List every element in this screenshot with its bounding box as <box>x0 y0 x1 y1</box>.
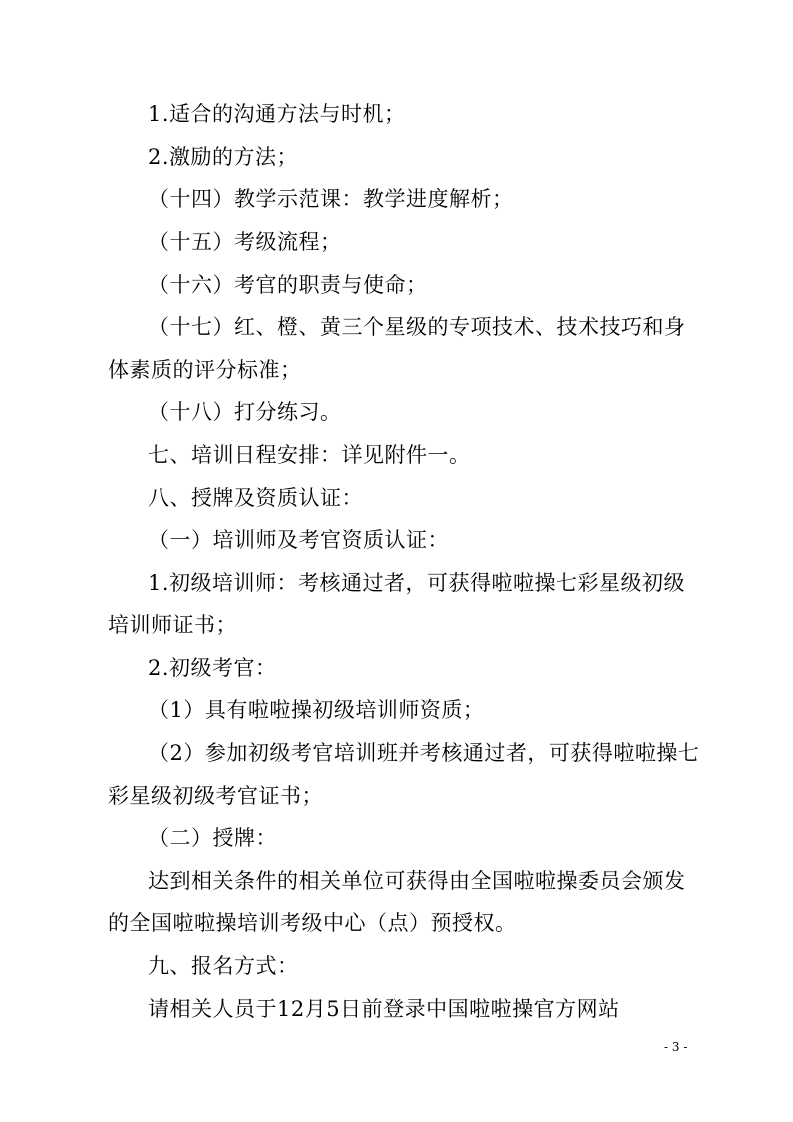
text-line-18: （二）授牌： <box>148 826 277 850</box>
text-line-2: 2.激励的方法； <box>148 145 299 169</box>
text-line-4: （十五）考级流程； <box>148 230 342 254</box>
text-line-16: （2）参加初级考官培训班并考核通过者，可获得啦啦操七 <box>148 741 700 765</box>
text-line-14: 2.初级考官： <box>148 656 277 680</box>
text-line-13: 培训师证书； <box>108 613 237 637</box>
text-line-21: 九、报名方式： <box>148 954 299 978</box>
text-line-1: 1.适合的沟通方法与时机； <box>148 102 406 126</box>
text-line-9: 七、培训日程安排：详见附件一。 <box>148 443 471 467</box>
text-line-5: （十六）考官的职责与使命； <box>148 273 428 297</box>
text-line-6: （十七）红、橙、黄三个星级的专项技术、技术技巧和身 <box>148 315 686 339</box>
text-line-17: 彩星级初级考官证书； <box>108 784 323 808</box>
text-line-3: （十四）教学示范课：教学进度解析； <box>148 187 514 211</box>
text-line-15: （1）具有啦啦操初级培训师资质； <box>148 698 485 722</box>
text-line-11: （一）培训师及考官资质认证： <box>148 528 449 552</box>
text-line-8: （十八）打分练习。 <box>148 400 342 424</box>
text-line-19: 达到相关条件的相关单位可获得由全国啦啦操委员会颁发 <box>148 869 686 893</box>
text-line-22: 请相关人员于12月5日前登录中国啦啦操官方网站 <box>148 997 620 1021</box>
text-line-20: 的全国啦啦操培训考级中心（点）预授权。 <box>108 911 517 935</box>
text-line-7: 体素质的评分标准； <box>108 358 302 382</box>
text-line-12: 1.初级培训师：考核通过者，可获得啦啦操七彩星级初级 <box>148 571 686 595</box>
text-line-10: 八、授牌及资质认证： <box>148 486 363 510</box>
page-number: - 3 - <box>664 1040 688 1054</box>
